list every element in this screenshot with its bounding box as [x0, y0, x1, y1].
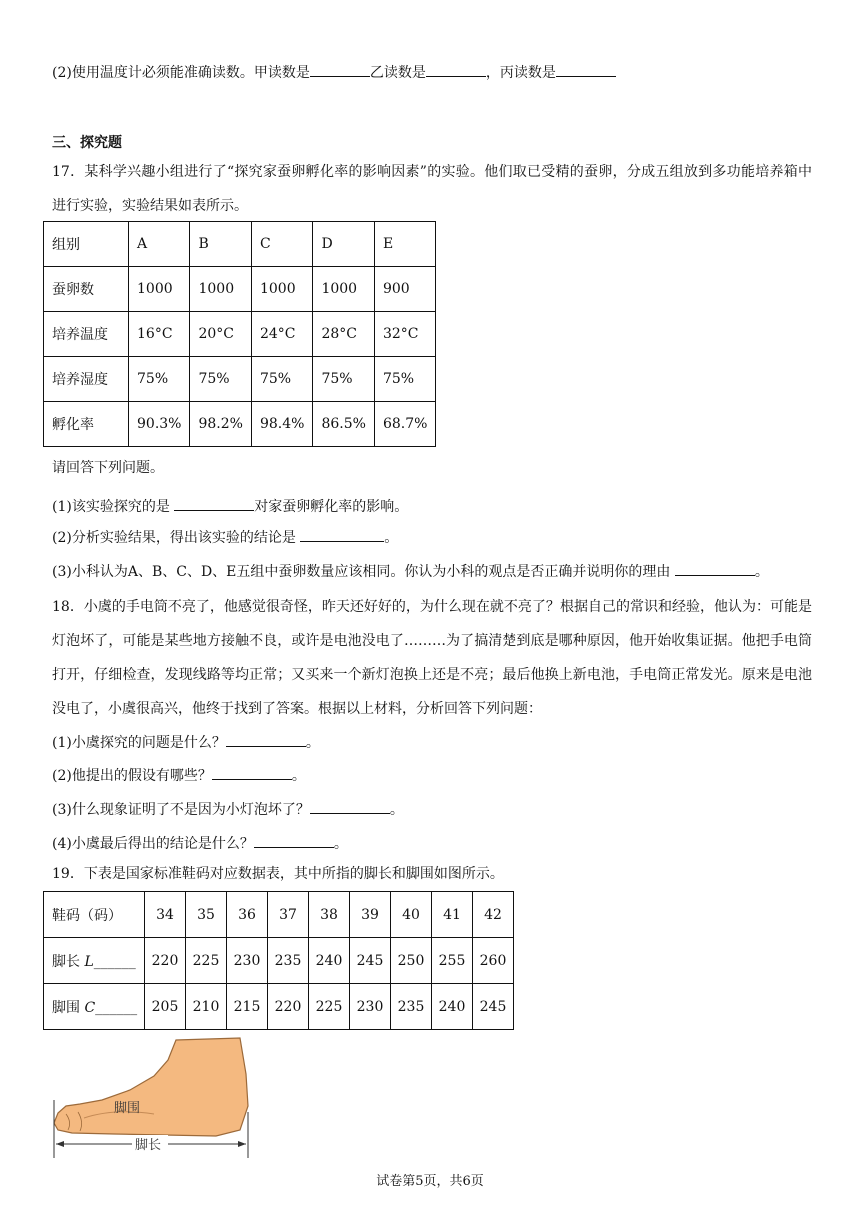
foot-diagram [44, 1034, 254, 1163]
table-cell: 35 [186, 892, 227, 938]
answer-blank[interactable] [254, 833, 334, 848]
table-cell: 24°C [251, 312, 312, 357]
table-cell: 240 [432, 984, 473, 1030]
q17-stem: 17．某科学兴趣小组进行了“探究家蚕卵孵化率的影响因素”的实验。他们取已受精的蚕卵，分成五组放到多功能培养箱中进行实验，实验结果如表所示。 [52, 164, 812, 214]
table-cell: 组别 [44, 222, 129, 267]
table-cell: 1000 [313, 267, 374, 312]
table-row [44, 357, 436, 402]
table-cell: 75% [313, 357, 374, 402]
answer-blank[interactable] [310, 799, 390, 814]
table-cell: 1000 [129, 267, 190, 312]
table-cell: 41 [432, 892, 473, 938]
section-title: 三、探究题 [52, 135, 122, 151]
table-cell: 16°C [129, 312, 190, 357]
table-cell: 210 [186, 984, 227, 1030]
table-cell: 1000 [251, 267, 312, 312]
table-cell: 90.3% [129, 402, 190, 447]
length-row: 脚长 L______ 220 225 230 235 240 245 250 255 260 [44, 938, 514, 984]
table-cell: 40 [391, 892, 432, 938]
table-cell: 39 [350, 892, 391, 938]
page-footer: 试卷第5页，共6页 [376, 1174, 484, 1189]
q17-question-3: (3)小科认为A、B、C、D、E五组中蚕卵数量应该相同。你认为小科的观点是否正确并说明你的理由 。 [52, 561, 769, 582]
q16-part2: (2)使用温度计必须能准确读数。甲读数是 乙读数是 ，丙读数是 [52, 62, 616, 83]
answer-blank[interactable] [310, 62, 370, 77]
size-row: 鞋码（码） 34 35 36 37 38 39 40 41 42 [44, 892, 514, 938]
length-label: 脚长 [135, 1138, 162, 1153]
table-cell: 230 [350, 984, 391, 1030]
table-cell: 68.7% [374, 402, 435, 447]
table-cell: 225 [309, 984, 350, 1030]
table-cell: B [190, 222, 251, 267]
table-cell: A [129, 222, 190, 267]
table-cell: 255 [432, 938, 473, 984]
table-cell: C [251, 222, 312, 267]
table-cell: 28°C [313, 312, 374, 357]
table-cell: 205 [145, 984, 186, 1030]
girth-row: 脚围 C______ 205 210 215 220 225 230 235 240 245 [44, 984, 514, 1030]
table-cell: 235 [391, 984, 432, 1030]
q18-stem: 18．小虞的手电筒不亮了，他感觉很奇怪，昨天还好好的，为什么现在就不亮了？根据自己的常识和经验，他认为：可能是灯泡坏了，可能是某些地方接触不良，或许是电池没电了………为了搞清楚到底是哪种原因，他开始收集证据。他把手电筒打开，仔细检查，发现线路等均正常；又买来一个新灯泡换上还是不亮；最后他换上新电池，手电筒正常发光。原来是电池没电了，小虞很高兴，他终于找到了答案。根据以上材料，分析回答下列问题： [52, 599, 812, 717]
table-cell: 75% [251, 357, 312, 402]
q18-question-4: (4)小虞最后得出的结论是什么？ 。 [52, 833, 348, 854]
table-row [44, 402, 436, 447]
answer-blank[interactable] [212, 765, 292, 780]
table-cell: E [374, 222, 435, 267]
table-cell: 245 [350, 938, 391, 984]
table-cell: 孵化率 [44, 402, 129, 447]
table-row [44, 312, 436, 357]
table-cell: 98.2% [190, 402, 251, 447]
table-cell: 培养温度 [44, 312, 129, 357]
table-cell: 220 [268, 984, 309, 1030]
table-cell: 240 [309, 938, 350, 984]
table-cell: 75% [374, 357, 435, 402]
table-cell: 86.5% [313, 402, 374, 447]
table-cell: 230 [227, 938, 268, 984]
q18-question-3: (3)什么现象证明了不是因为小灯泡坏了？ 。 [52, 799, 404, 820]
table-cell: 75% [190, 357, 251, 402]
answer-blank[interactable] [426, 62, 486, 77]
table-cell: 37 [268, 892, 309, 938]
table-cell: 260 [473, 938, 514, 984]
girth-label: 脚围 [114, 1101, 141, 1116]
table-row [44, 267, 436, 312]
foot-shape [54, 1038, 248, 1136]
table-cell: 220 [145, 938, 186, 984]
table-cell: 20°C [190, 312, 251, 357]
answer-blank[interactable] [556, 62, 616, 77]
arrow-head-right [238, 1141, 246, 1147]
arrow-head-left [56, 1141, 64, 1147]
table-cell: 培养湿度 [44, 357, 129, 402]
q18-question-2: (2)他提出的假设有哪些？ 。 [52, 765, 306, 786]
answer-blank[interactable] [174, 496, 254, 511]
table-row [44, 222, 436, 267]
table-cell: 1000 [190, 267, 251, 312]
table-cell: D [313, 222, 374, 267]
table-cell: 235 [268, 938, 309, 984]
q17-question-1: (1)该实验探究的是 对家蚕卵孵化率的影响。 [52, 496, 408, 517]
table-cell: 36 [227, 892, 268, 938]
table-cell: 75% [129, 357, 190, 402]
table-cell: 34 [145, 892, 186, 938]
q17-table [43, 221, 436, 447]
table-cell: 42 [473, 892, 514, 938]
table-cell: 215 [227, 984, 268, 1030]
table-cell: 98.4% [251, 402, 312, 447]
q18-question-1: (1)小虞探究的问题是什么？ 。 [52, 732, 320, 753]
table-cell: 32°C [374, 312, 435, 357]
table-cell: 900 [374, 267, 435, 312]
answer-blank[interactable] [675, 561, 755, 576]
q19-stem: 19．下表是国家标准鞋码对应数据表，其中所指的脚长和脚围如图所示。 [52, 866, 504, 882]
shoe-size-table [43, 891, 514, 1030]
q17-prompt: 请回答下列问题。 [52, 460, 164, 476]
table-cell: 蚕卵数 [44, 267, 129, 312]
q17-question-2: (2)分析实验结果，得出该实验的结论是 。 [52, 527, 398, 548]
answer-blank[interactable] [226, 732, 306, 747]
table-cell: 38 [309, 892, 350, 938]
table-cell: 225 [186, 938, 227, 984]
table-cell: 250 [391, 938, 432, 984]
answer-blank[interactable] [300, 527, 384, 542]
table-cell: 245 [473, 984, 514, 1030]
